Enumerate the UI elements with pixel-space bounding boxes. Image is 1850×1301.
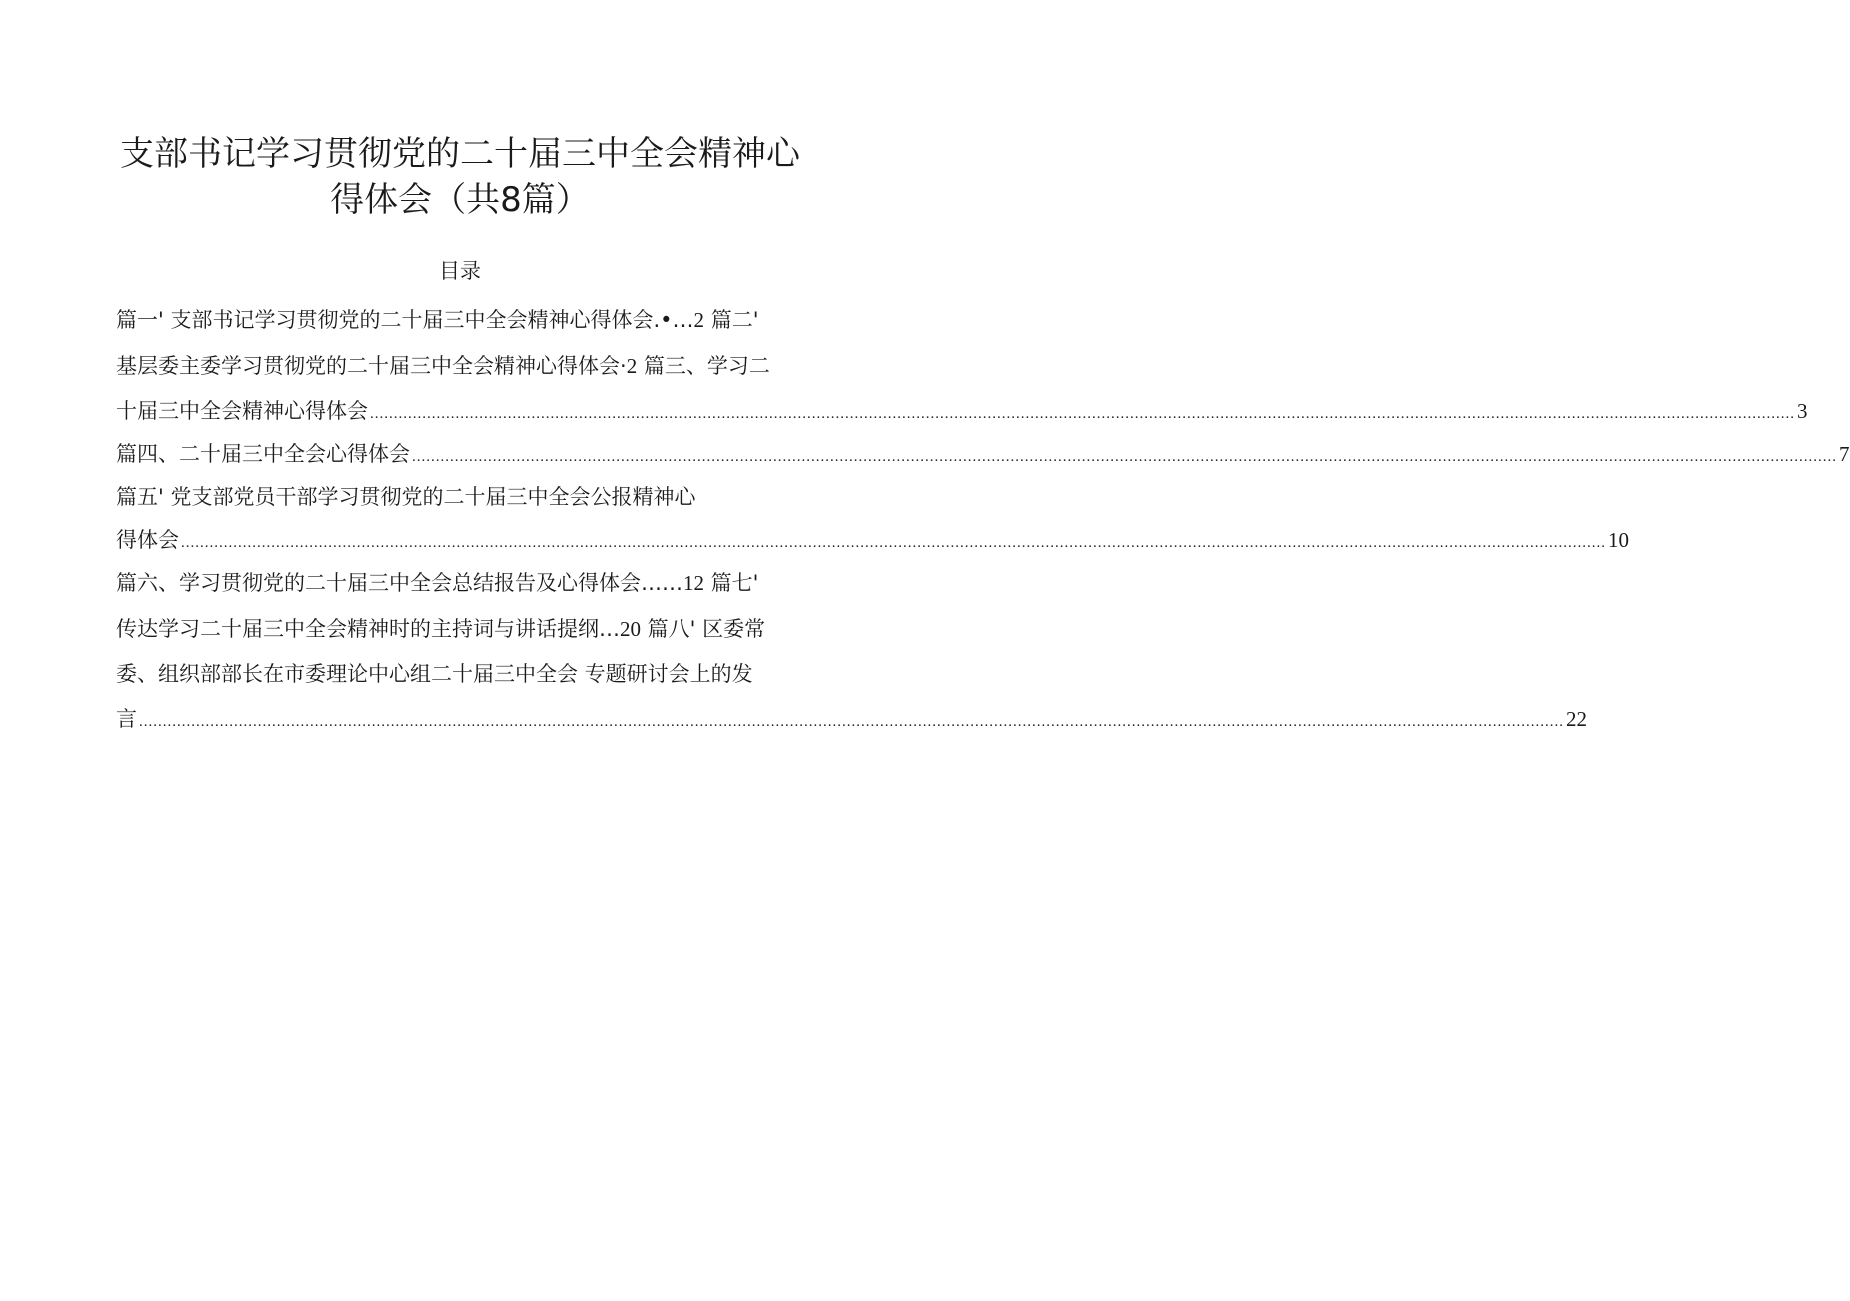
toc-line-9[interactable]: [116, 658, 826, 690]
toc-entry-1-title[interactable]: 篇一' 支部书记学习贯彻党的二十届三中全会精神心得体会.•…: [116, 308, 694, 332]
toc-entry-4-title[interactable]: 篇四、二十届三中全会心得体会: [116, 442, 410, 466]
toc-entry-1-page: 2: [693, 308, 705, 332]
toc-line-5[interactable]: [116, 481, 826, 513]
toc-entry-8-page: 22: [1566, 707, 1587, 731]
dot-leader: ............................................................................................................................................................................................................................................................................................................: [139, 714, 1564, 730]
toc-line-8[interactable]: [116, 613, 826, 645]
toc-line-10[interactable]: [116, 703, 1587, 735]
toc-entry-8-title-start[interactable]: 篇八' 区委常: [641, 617, 766, 641]
toc-entry-4-page: 7: [1839, 442, 1850, 466]
toc-entry-5-title-end[interactable]: 得体会: [116, 528, 179, 552]
toc-entry-5-title[interactable]: 篇五' 党支部党员干部学习贯彻党的二十届三中全会公报精神心: [116, 485, 696, 509]
dot-leader: ............................................................................................................................................................................................................................................................................................................: [181, 535, 1606, 551]
toc-entry-6-page: 12: [683, 571, 704, 595]
document-title-line-1: 支部书记学习贯彻党的二十届三中全会精神心: [120, 134, 800, 174]
document-title-line-2: 得体会（共8篇）: [330, 180, 590, 220]
toc-line-1[interactable]: [116, 304, 826, 336]
toc-entry-7-title[interactable]: 传达学习二十届三中全会精神时的主持词与讲话提纲…: [116, 617, 620, 641]
toc-heading: 目录: [439, 259, 481, 283]
toc-entry-7-title-start[interactable]: 篇七': [704, 571, 759, 595]
toc-entry-8-title-end[interactable]: 言: [116, 707, 137, 731]
toc-line-3[interactable]: [116, 395, 1808, 427]
toc-entry-3-title-start[interactable]: 篇三、学习二: [637, 354, 770, 378]
toc-entry-7-page: 20: [620, 617, 641, 641]
toc-entry-6-title[interactable]: 篇六、学习贯彻党的二十届三中全会总结报告及心得体会……: [116, 571, 683, 595]
toc-entry-3-title-end[interactable]: 十届三中全会精神心得体会: [116, 399, 368, 423]
toc-line-2[interactable]: [116, 350, 826, 382]
toc-entry-2-page: 2: [626, 354, 638, 378]
toc-entry-5-page: 10: [1608, 528, 1629, 552]
toc-line-6[interactable]: [116, 524, 1629, 556]
dot-leader: ............................................................................................................................................................................................................................................................................................................: [370, 406, 1795, 422]
toc-line-4[interactable]: [116, 438, 1850, 470]
toc-entry-2-title-start[interactable]: 篇二': [704, 308, 759, 332]
toc-line-7[interactable]: [116, 567, 826, 599]
toc-entry-2-title[interactable]: 基层委主委学习贯彻党的二十届三中全会精神心得体会·: [116, 354, 627, 378]
dot-leader: ............................................................................................................................................................................................................................................................................................................: [412, 449, 1837, 465]
toc-entry-8-title[interactable]: 委、组织部部长在市委理论中心组二十届三中全会 专题研讨会上的发: [116, 662, 753, 686]
toc-entry-3-page: 3: [1797, 399, 1808, 423]
